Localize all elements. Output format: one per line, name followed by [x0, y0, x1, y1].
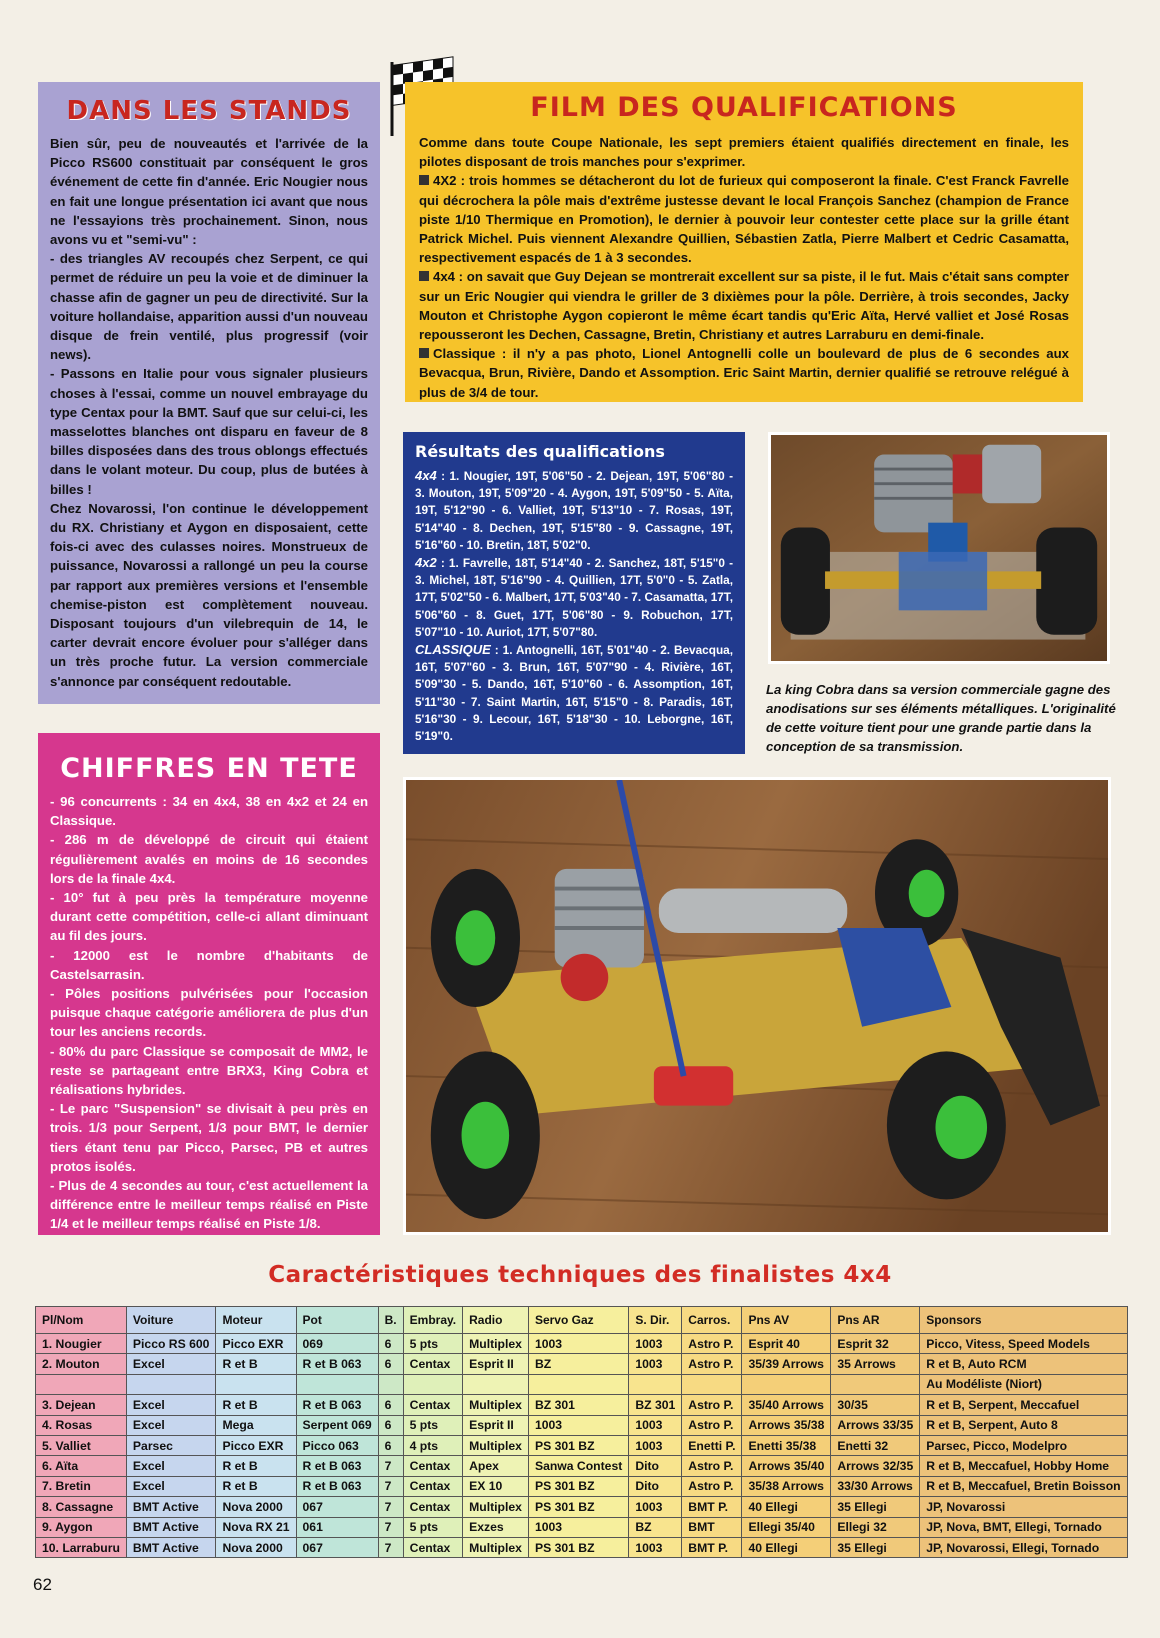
table-cell: 1003 — [629, 1334, 682, 1354]
table-cell: R et B, Serpent, Auto 8 — [920, 1415, 1127, 1435]
table-cell: 067 — [296, 1497, 378, 1517]
table-cell: Esprit 32 — [831, 1334, 920, 1354]
table-cell: 6 — [378, 1415, 403, 1435]
table-row — [36, 1537, 1128, 1557]
table-title: Caractéristiques techniques des finalistes 4x4 — [268, 1262, 892, 1288]
stands-box — [38, 82, 380, 704]
table-row — [36, 1354, 1128, 1374]
table-cell: 35/39 Arrows — [742, 1354, 831, 1374]
table-cell: R et B, Auto RCM — [920, 1354, 1127, 1374]
table-cell — [629, 1374, 682, 1394]
table-cell — [126, 1374, 216, 1394]
table-cell: Nova RX 21 — [216, 1517, 296, 1537]
table-cell: R et B 063 — [296, 1354, 378, 1374]
table-cell: 1003 — [629, 1497, 682, 1517]
chiffres-item: - Plus de 4 secondes au tour, c'est actuellement la différence entre le meilleur temps réalisé en Piste 1/4 et le meilleur temps réalisé en Piste 1/8. — [50, 1178, 368, 1232]
table-header-cell: Carros. — [682, 1307, 742, 1334]
chiffres-item: - 96 concurrents : 34 en 4x4, 38 en 4x2 et 24 en Classique. — [50, 794, 368, 829]
table-cell: BMT Active — [126, 1537, 216, 1557]
table-cell: 7. Bretin — [36, 1476, 127, 1496]
table-cell: Excel — [126, 1456, 216, 1476]
chiffres-box — [38, 733, 380, 1235]
table-cell: 30/35 — [831, 1395, 920, 1415]
table-cell: Astro P. — [682, 1334, 742, 1354]
table-header-cell: Embray. — [403, 1307, 462, 1334]
chiffres-item: - 286 m de développé de circuit qui étaient régulièrement avalés en moins de 16 secondes lors de la finale 4x4. — [50, 832, 368, 886]
table-cell: Centax — [403, 1456, 462, 1476]
table-cell: Arrows 35/38 — [742, 1415, 831, 1435]
stands-p4: Chez Novarossi, l'on continue le développement du RX. Christiany et Aygon en disposaient, cette fois-ci avec des culasses noires. Monstrueux de puissance, Novarossi a rallongé un peu la course par rapport aux premières versions et l'ensemble chemise-piston est complètement nouveau. Disposant toujours d'un vilebrequin de 14, le carter devrait encore évoluer pour s'alléger dans un très proche futur. La version commerciale s'annonce par conséquent redoutable. — [50, 500, 368, 689]
table-cell: Dito — [629, 1456, 682, 1476]
table-cell: 1003 — [629, 1354, 682, 1374]
table-cell: JP, Novarossi, Ellegi, Tornado — [920, 1537, 1127, 1557]
table-cell: PS 301 BZ — [528, 1497, 628, 1517]
table-cell: Enetti 32 — [831, 1435, 920, 1455]
table-cell: Ellegi 35/40 — [742, 1517, 831, 1537]
table-cell: 6 — [378, 1395, 403, 1415]
table-header-cell: Pl/Nom — [36, 1307, 127, 1334]
photo-king-cobra-engine — [768, 432, 1110, 664]
table-cell: Sanwa Contest — [528, 1456, 628, 1476]
table-cell: 5 pts — [403, 1334, 462, 1354]
table-cell: BMT P. — [682, 1497, 742, 1517]
table-cell: Excel — [126, 1476, 216, 1496]
table-cell: BMT P. — [682, 1537, 742, 1557]
table-cell: BMT Active — [126, 1517, 216, 1537]
table-cell: 7 — [378, 1537, 403, 1557]
table-cell: 35/40 Arrows — [742, 1395, 831, 1415]
bullet-square-icon — [419, 271, 429, 281]
table-cell: Picco EXR — [216, 1334, 296, 1354]
table-cell: Multiplex — [463, 1537, 529, 1557]
photo-rc-car-chassis — [403, 777, 1111, 1235]
table-cell: Astro P. — [682, 1415, 742, 1435]
table-row — [36, 1476, 1128, 1496]
table-header-cell: S. Dir. — [629, 1307, 682, 1334]
table-header-cell: Voiture — [126, 1307, 216, 1334]
table-cell: BMT Active — [126, 1497, 216, 1517]
table-cell — [36, 1374, 127, 1394]
table-cell: JP, Novarossi — [920, 1497, 1127, 1517]
table-cell: 35 Ellegi — [831, 1497, 920, 1517]
table-cell — [528, 1374, 628, 1394]
chiffres-item: - Le parc "Suspension" se divisait à peu près en trois. 1/3 pour Serpent, 1/3 pour BMT, le dernier tiers étant tenu par Picco, Parsec, PB et autres protos isolés. — [50, 1101, 368, 1174]
results-4x4: 4x4 : 1. Nougier, 19T, 5'06"50 - 2. Dejean, 19T, 5'06"80 - 3. Mouton, 19T, 5'09"20 - 4. Aygon, 19T, 5'09"50 - 5. Aïta, 19T, 5'12"90 - 6. Valliet, 19T, 5'13"10 - 7. Rosas, 19T, 5'14"40 - 8. Dechen, 19T, 5'15"80 - 9. Cassagne, 19T, 5'16"60 - 10. Bretin, 18T, 5'02"0. — [415, 468, 733, 552]
table-cell: 10. Larraburu — [36, 1537, 127, 1557]
stands-p2: - des triangles AV recoupés chez Serpent, ce qui permet de réduire un peu la voie et de diminuer la chasse afin de gagner un peu de directivité. Sur la voiture hollandaise, apparition aussi d'un nouveau disque de frein ventilé, plus progressif (voir news). — [50, 251, 368, 363]
table-cell: R et B 063 — [296, 1476, 378, 1496]
results-classique: CLASSIQUE : 1. Antognelli, 16T, 5'01"40 - 2. Bevacqua, 16T, 5'07"60 - 3. Brun, 16T, 5'07"90 - 4. Rivière, 16T, 5'09"30 - 5. Dando, 16T, 5'10"60 - 6. Assomption, 16T, 5'11"30 - 7. Saint Martin, 16T, 5'15"0 - 8. Paradis, 16T, 5'16"30 - 9. Lecour, 16T, 5'18"30 - 10. Leborgne, 16T, 5'19"0. — [415, 642, 733, 744]
table-header-cell: Pns AR — [831, 1307, 920, 1334]
table-cell: 1003 — [528, 1517, 628, 1537]
table-cell: Multiplex — [463, 1334, 529, 1354]
table-cell: 35 Arrows — [831, 1354, 920, 1374]
table-header-row — [36, 1307, 1128, 1334]
stands-p3: - Passons en Italie pour vous signaler plusieurs choses à l'essai, comme un nouvel embrayage du type Centax pour la BMT. Sauf que sur celui-ci, les masselottes blanches ont disparu en faveur de 8 billes disposées dans des trous oblongs effectués dans le volant moteur. Du coup, plus de butées à billes ! — [50, 366, 368, 497]
table-cell — [216, 1374, 296, 1394]
table-cell: Esprit II — [463, 1415, 529, 1435]
table-row — [36, 1435, 1128, 1455]
table-cell: Parsec, Picco, Modelpro — [920, 1435, 1127, 1455]
table-row — [36, 1497, 1128, 1517]
table-cell: R et B, Serpent, Meccafuel — [920, 1395, 1127, 1415]
table-header-cell: Pns AV — [742, 1307, 831, 1334]
table-cell: 1003 — [629, 1435, 682, 1455]
table-cell: R et B — [216, 1395, 296, 1415]
table-cell: 6 — [378, 1334, 403, 1354]
table-cell: R et B, Meccafuel, Hobby Home — [920, 1456, 1127, 1476]
table-cell: 5. Valliet — [36, 1435, 127, 1455]
table-cell: R et B 063 — [296, 1456, 378, 1476]
table-cell: Nova 2000 — [216, 1497, 296, 1517]
table-cell: BZ — [528, 1354, 628, 1374]
table-cell: PS 301 BZ — [528, 1476, 628, 1496]
results-4x2: 4x2 : 1. Favrelle, 18T, 5'14"40 - 2. Sanchez, 18T, 5'15"0 - 3. Michel, 18T, 5'16"90 - 4. Quillien, 17T, 5'0"0 - 5. Zatla, 17T, 5'02"50 - 6. Malbert, 17T, 5'03"40 - 7. Casamatta, 17T, 5'06"60 - 8. Guet, 17T, 5'06"80 - 9. Robuchon, 17T, 5'07"10 - 10. Auriot, 17T, 5'07"80. — [415, 555, 733, 639]
table-row — [36, 1374, 1128, 1394]
page-number: 62 — [33, 1575, 52, 1594]
table-cell: BZ 301 — [528, 1395, 628, 1415]
table-cell: 6. Aïta — [36, 1456, 127, 1476]
table-cell: BZ — [629, 1517, 682, 1537]
table-cell: R et B — [216, 1456, 296, 1476]
table-cell: 069 — [296, 1334, 378, 1354]
table-cell: Arrows 33/35 — [831, 1415, 920, 1435]
table-cell: Picco RS 600 — [126, 1334, 216, 1354]
table-cell: Nova 2000 — [216, 1537, 296, 1557]
table-cell: Picco EXR — [216, 1435, 296, 1455]
table-cell: 1003 — [528, 1415, 628, 1435]
table-header-cell: Moteur — [216, 1307, 296, 1334]
table-cell: PS 301 BZ — [528, 1537, 628, 1557]
table-cell: EX 10 — [463, 1476, 529, 1496]
table-cell: Picco, Vitess, Speed Models — [920, 1334, 1127, 1354]
table-cell: Centax — [403, 1395, 462, 1415]
table-cell: 9. Aygon — [36, 1517, 127, 1537]
table-cell: 5 pts — [403, 1415, 462, 1435]
table-header-cell: Pot — [296, 1307, 378, 1334]
table-cell: Exzes — [463, 1517, 529, 1537]
film-box — [405, 82, 1083, 402]
table-cell: Multiplex — [463, 1435, 529, 1455]
film-4x4-paragraph: 4x4 : on savait que Guy Dejean se montrerait excellent sur sa piste, il le fut. Mais c'était sans compter sur un Eric Nougier qui viendra le griller de 3 dixièmes pour la pôle. Derrière, à trois secondes, Jacky Mouton et Christophe Aygon copieront le même écart tandis qu'Eric Aïta, Hervé valliet et José Rosas repousseront les Dechen, Cassagne, Bretin, Christiany et autres Larraburu en demi-finale. — [419, 269, 1069, 343]
chiffres-item: - 80% du parc Classique se composait de MM2, le reste se partageant entre BRX3, King Cobra et réalisations hybrides. — [50, 1043, 368, 1098]
table-row — [36, 1415, 1128, 1435]
table-cell: 8. Cassagne — [36, 1497, 127, 1517]
results-box — [403, 432, 745, 754]
table-cell: 6 — [378, 1354, 403, 1374]
table-cell — [682, 1374, 742, 1394]
table-cell: 067 — [296, 1537, 378, 1557]
table-cell: 40 Ellegi — [742, 1537, 831, 1557]
film-4x2-paragraph: 4X2 : trois hommes se détacheront du lot de furieux qui composeront la finale. C'est Franck Favrelle qui décrochera la pôle mais d'extrême justesse devant le local François Sanchez (champion de France piste 1/10 Thermique en Promotion), le dernier à pouvoir leur contester cette place sur la grille étant Patrick Michel. Puis viennent Alexandre Quillien, Sébastien Zatla, Pierre Malbert et Cedric Casamatta, respectivement espacés de 1 à 3 secondes. — [419, 173, 1069, 266]
table-cell: Esprit 40 — [742, 1334, 831, 1354]
table-cell: Astro P. — [682, 1354, 742, 1374]
table-cell: 2. Mouton — [36, 1354, 127, 1374]
table-cell: 4 pts — [403, 1435, 462, 1455]
table-cell: Excel — [126, 1354, 216, 1374]
table-cell: 7 — [378, 1497, 403, 1517]
table-cell — [378, 1374, 403, 1394]
table-row — [36, 1456, 1128, 1476]
table-header-cell: Servo Gaz — [528, 1307, 628, 1334]
table-cell: 35 Ellegi — [831, 1537, 920, 1557]
table-cell: Excel — [126, 1415, 216, 1435]
table-cell: R et B, Meccafuel, Bretin Boisson — [920, 1476, 1127, 1496]
table-cell: 7 — [378, 1456, 403, 1476]
table-cell: Astro P. — [682, 1395, 742, 1415]
table-header-cell: B. — [378, 1307, 403, 1334]
chiffres-item: - 10° fut à peu près la température moyenne durant cette compétition, celle-ci allant diminuant au fil des jours. — [50, 890, 368, 944]
table-cell — [403, 1374, 462, 1394]
table-cell: Serpent 069 — [296, 1415, 378, 1435]
table-cell: JP, Nova, BMT, Ellegi, Tornado — [920, 1517, 1127, 1537]
table-cell: Centax — [403, 1537, 462, 1557]
table-cell: Esprit II — [463, 1354, 529, 1374]
table-cell: Centax — [403, 1497, 462, 1517]
table-cell: 3. Dejean — [36, 1395, 127, 1415]
table-cell: Astro P. — [682, 1476, 742, 1496]
table-cell: 5 pts — [403, 1517, 462, 1537]
table-cell: BZ 301 — [629, 1395, 682, 1415]
results-title: Résultats des qualifications — [415, 442, 665, 461]
film-intro: Comme dans toute Coupe Nationale, les sept premiers étaient qualifiés directement en finale, les pilotes disposant de trois manches pour s'exprimer. — [419, 135, 1069, 170]
table-cell: Mega — [216, 1415, 296, 1435]
table-cell: 061 — [296, 1517, 378, 1537]
table-cell: 35/38 Arrows — [742, 1476, 831, 1496]
finalists-table — [35, 1306, 1128, 1558]
table-cell: 1003 — [528, 1334, 628, 1354]
table-cell: Au Modéliste (Niort) — [920, 1374, 1127, 1394]
table-cell: Picco 063 — [296, 1435, 378, 1455]
table-cell: Arrows 32/35 — [831, 1456, 920, 1476]
tech-table — [35, 1306, 1121, 1564]
table-cell: R et B — [216, 1476, 296, 1496]
stands-title: DANS LES STANDS — [66, 96, 352, 126]
photo-caption: La king Cobra dans sa version commerciale gagne des anodisations sur ses éléments métalliques. L'originalité de cette voiture tient pour une grande partie dans la conception de sa transmission. — [766, 682, 1116, 754]
table-cell: 4. Rosas — [36, 1415, 127, 1435]
stands-p1: Bien sûr, peu de nouveautés et l'arrivée de la Picco RS600 constituait par conséquent le gros événement de cette fin d'année. Eric Nougier nous en fait une longue présentation ici avant que nous ne l'essayions très prochainement. Sinon, nous avons vu et "semi-vu" : — [50, 136, 368, 248]
table-cell: 33/30 Arrows — [831, 1476, 920, 1496]
table-cell: Excel — [126, 1395, 216, 1415]
table-cell: Dito — [629, 1476, 682, 1496]
table-cell: BMT — [682, 1517, 742, 1537]
table-cell: PS 301 BZ — [528, 1435, 628, 1455]
chiffres-title: CHIFFRES EN TETE — [60, 753, 358, 784]
table-cell: Centax — [403, 1476, 462, 1496]
table-cell: Enetti 35/38 — [742, 1435, 831, 1455]
bullet-square-icon — [419, 175, 429, 185]
table-cell: Ellegi 32 — [831, 1517, 920, 1537]
table-cell: R et B — [216, 1354, 296, 1374]
table-cell — [831, 1374, 920, 1394]
table-cell: 40 Ellegi — [742, 1497, 831, 1517]
table-cell: Multiplex — [463, 1497, 529, 1517]
table-cell: 1003 — [629, 1415, 682, 1435]
table-cell: 1. Nougier — [36, 1334, 127, 1354]
table-header-cell: Radio — [463, 1307, 529, 1334]
table-cell: Enetti P. — [682, 1435, 742, 1455]
table-cell: Parsec — [126, 1435, 216, 1455]
table-cell: 1003 — [629, 1537, 682, 1557]
table-row — [36, 1517, 1128, 1537]
table-cell — [463, 1374, 529, 1394]
table-cell: 6 — [378, 1435, 403, 1455]
chiffres-item: - 12000 est le nombre d'habitants de Castelsarrasin. — [50, 947, 368, 982]
table-cell: 7 — [378, 1476, 403, 1496]
table-cell: 7 — [378, 1517, 403, 1537]
table-row — [36, 1395, 1128, 1415]
table-cell: Multiplex — [463, 1395, 529, 1415]
bullet-square-icon — [419, 348, 429, 358]
table-cell — [742, 1374, 831, 1394]
table-header-cell: Sponsors — [920, 1307, 1127, 1334]
table-cell: Centax — [403, 1354, 462, 1374]
table-cell: R et B 063 — [296, 1395, 378, 1415]
film-title: FILM DES QUALIFICATIONS — [530, 92, 958, 123]
film-classique-paragraph: Classique : il n'y a pas photo, Lionel Antognelli colle un boulevard de plus de 6 secondes aux Bevacqua, Brun, Rivière, Dando et Assomption. Eric Saint Martin, dernier qualifié se retrouve relégué à plus de 3/4 de tour. — [419, 346, 1069, 400]
table-cell: Apex — [463, 1456, 529, 1476]
table-cell: Arrows 35/40 — [742, 1456, 831, 1476]
table-cell — [296, 1374, 378, 1394]
table-row — [36, 1334, 1128, 1354]
chiffres-item: - Pôles positions pulvérisées pour l'occasion puisque chaque catégorie améliorera de plus d'un tour les anciens records. — [50, 986, 368, 1040]
table-cell: Astro P. — [682, 1456, 742, 1476]
